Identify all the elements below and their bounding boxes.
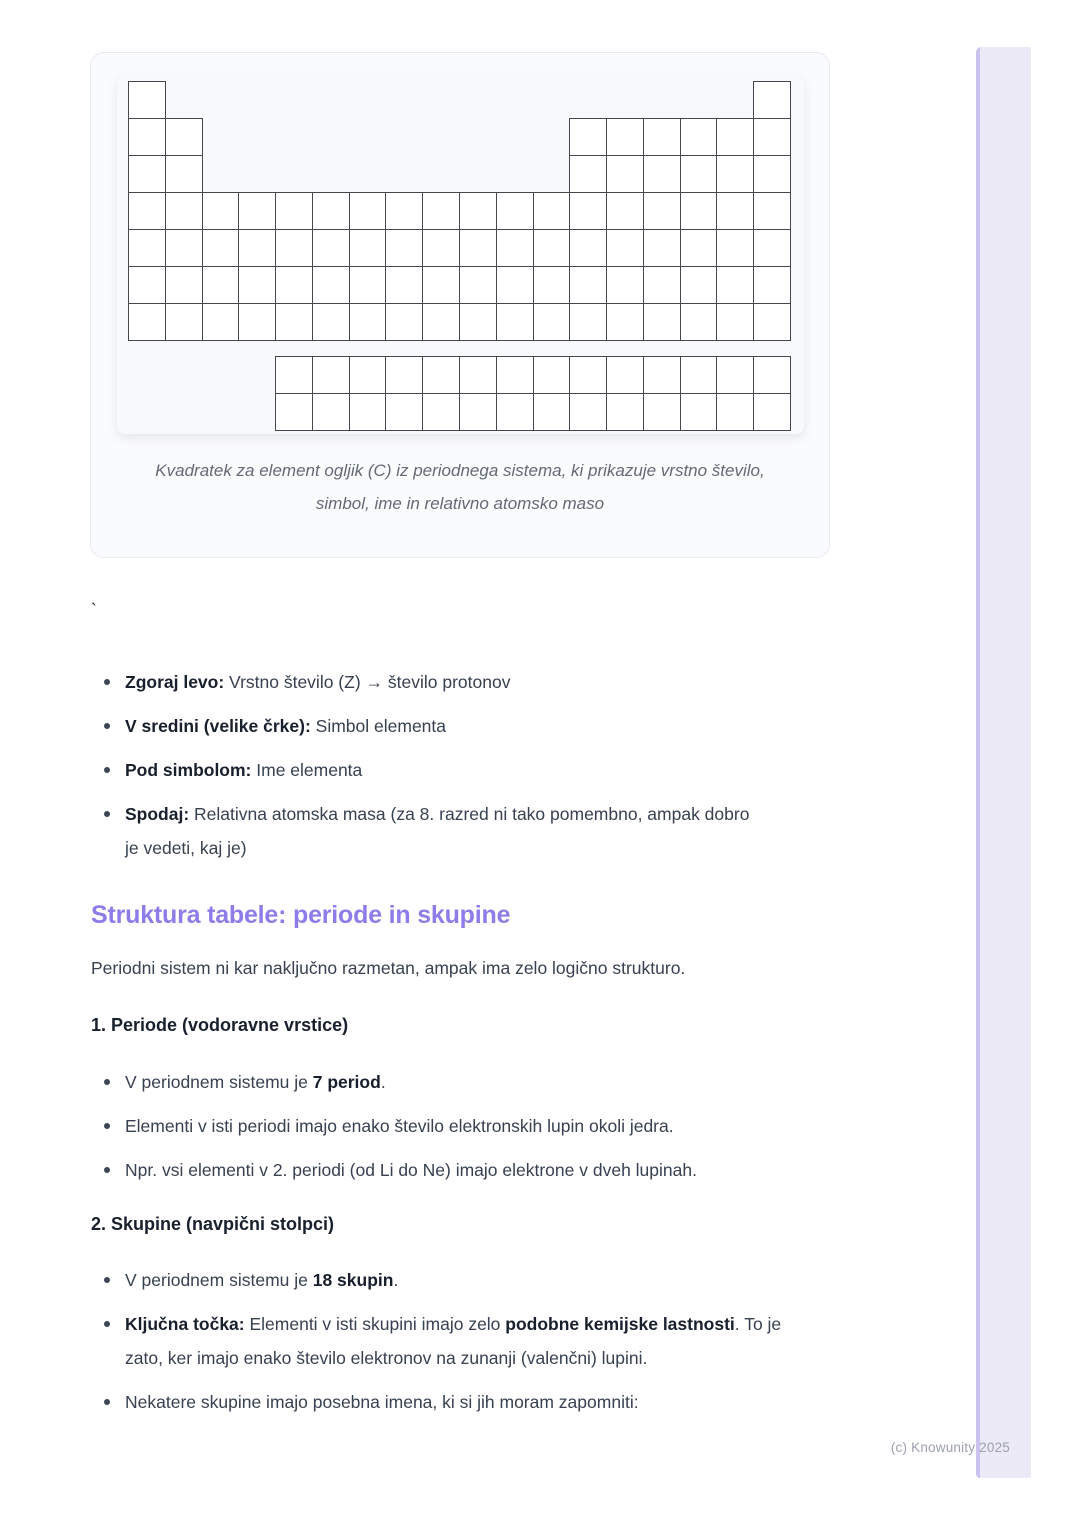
table-cell — [643, 192, 681, 230]
periodic-table-figure — [117, 75, 804, 434]
table-cell — [385, 303, 423, 341]
table-cell — [312, 192, 350, 230]
element-anatomy-list — [91, 665, 765, 875]
table-cell — [680, 155, 718, 193]
table-cell — [680, 266, 718, 304]
list-item: Spodaj: Relativna atomska masa (za 8. razred ni tako pomembno, ampak dobro je vedeti, kaj je) — [91, 797, 765, 865]
table-cell — [569, 266, 607, 304]
table-cell — [422, 356, 460, 394]
table-cell — [385, 192, 423, 230]
table-cell — [202, 192, 240, 230]
table-cell — [753, 155, 791, 193]
table-cell — [422, 303, 460, 341]
table-cell — [680, 393, 718, 431]
groups-subsection-title: 2. Skupine (navpični stolpci) — [91, 1214, 335, 1234]
table-cell — [680, 118, 718, 156]
table-cell — [753, 303, 791, 341]
table-cell — [128, 266, 166, 304]
table-cell — [680, 303, 718, 341]
table-cell — [716, 118, 754, 156]
table-cell — [533, 229, 571, 267]
table-cell — [349, 229, 387, 267]
table-cell — [496, 229, 534, 267]
table-cell — [716, 266, 754, 304]
table-cell — [312, 266, 350, 304]
table-cell — [643, 356, 681, 394]
table-cell — [165, 266, 203, 304]
table-cell — [753, 393, 791, 431]
table-cell — [606, 266, 644, 304]
list-item: Ključna točka: Elementi v isti skupini imajo zelo podobne kemijske lastnosti. To je zato, ker imajo enako število elektronov na zunanji (valenčni) lupini. — [91, 1307, 805, 1375]
table-cell — [275, 229, 313, 267]
table-cell — [349, 356, 387, 394]
table-cell — [716, 303, 754, 341]
table-cell — [349, 303, 387, 341]
table-cell — [459, 229, 497, 267]
table-cell — [128, 192, 166, 230]
table-cell — [643, 266, 681, 304]
table-cell — [459, 266, 497, 304]
table-cell — [459, 303, 497, 341]
table-cell — [275, 393, 313, 431]
table-cell — [753, 266, 791, 304]
table-cell — [275, 303, 313, 341]
table-cell — [165, 229, 203, 267]
list-item: V sredini (velike črke): Simbol elementa — [91, 709, 765, 743]
table-cell — [753, 192, 791, 230]
table-cell — [753, 356, 791, 394]
table-cell — [385, 266, 423, 304]
table-cell — [422, 266, 460, 304]
periods-list — [91, 1065, 697, 1197]
table-cell — [496, 393, 534, 431]
table-cell — [716, 192, 754, 230]
list-item: Zgoraj levo: Vrstno število (Z) → število protonov — [91, 665, 765, 699]
figure-caption: Kvadratek za element ogljik (C) iz periodnega sistema, ki prikazuje vrstno število, simbol, ime in relativno atomsko maso — [155, 461, 765, 513]
table-cell — [569, 303, 607, 341]
table-cell — [459, 192, 497, 230]
table-cell — [716, 155, 754, 193]
list-item: Pod simbolom: Ime elementa — [91, 753, 765, 787]
figure-card — [90, 52, 830, 558]
table-cell — [349, 192, 387, 230]
table-cell — [606, 192, 644, 230]
table-cell — [533, 303, 571, 341]
table-cell — [753, 81, 791, 119]
periods-subsection-title: 1. Periode (vodoravne vrstice) — [91, 1015, 349, 1035]
table-cell — [569, 192, 607, 230]
table-cell — [238, 266, 276, 304]
table-cell — [422, 192, 460, 230]
table-cell — [643, 155, 681, 193]
table-cell — [422, 393, 460, 431]
table-cell — [275, 356, 313, 394]
table-cell — [643, 393, 681, 431]
table-cell — [385, 356, 423, 394]
table-cell — [385, 229, 423, 267]
list-item: V periodnem sistemu je 18 skupin. — [91, 1263, 805, 1297]
table-cell — [606, 118, 644, 156]
table-cell — [606, 155, 644, 193]
list-item: Elementi v isti periodi imajo enako število elektronskih lupin okoli jedra. — [91, 1109, 697, 1143]
side-scroll-track[interactable] — [976, 47, 1031, 1478]
table-cell — [165, 192, 203, 230]
table-cell — [128, 229, 166, 267]
list-item: Nekatere skupine imajo posebna imena, ki si jih moram zapomniti: — [91, 1385, 805, 1419]
table-cell — [716, 229, 754, 267]
table-cell — [533, 192, 571, 230]
table-cell — [569, 393, 607, 431]
table-cell — [312, 393, 350, 431]
table-cell — [349, 393, 387, 431]
table-cell — [165, 118, 203, 156]
table-cell — [680, 356, 718, 394]
table-cell — [312, 303, 350, 341]
table-cell — [202, 303, 240, 341]
table-cell — [606, 356, 644, 394]
table-cell — [606, 229, 644, 267]
list-item: V periodnem sistemu je 7 period. — [91, 1065, 697, 1099]
table-cell — [128, 81, 166, 119]
table-cell — [238, 303, 276, 341]
table-cell — [128, 303, 166, 341]
table-cell — [275, 266, 313, 304]
table-cell — [716, 393, 754, 431]
table-cell — [202, 229, 240, 267]
section-intro: Periodni sistem ni kar naključno razmetan, ampak ima zelo logično strukturo. — [91, 958, 686, 978]
section-heading: Struktura tabele: periode in skupine — [91, 901, 511, 929]
table-cell — [643, 229, 681, 267]
table-cell — [680, 192, 718, 230]
table-cell — [312, 356, 350, 394]
table-cell — [753, 229, 791, 267]
table-cell — [533, 393, 571, 431]
table-cell — [238, 192, 276, 230]
table-cell — [569, 229, 607, 267]
table-cell — [496, 192, 534, 230]
table-cell — [533, 266, 571, 304]
table-cell — [165, 303, 203, 341]
table-cell — [496, 356, 534, 394]
table-cell — [680, 229, 718, 267]
table-cell — [459, 393, 497, 431]
copyright-text: (c) Knowunity 2025 — [890, 1440, 1010, 1455]
table-cell — [606, 393, 644, 431]
table-cell — [238, 229, 276, 267]
table-cell — [496, 266, 534, 304]
table-cell — [753, 118, 791, 156]
table-cell — [716, 356, 754, 394]
table-cell — [349, 266, 387, 304]
table-cell — [459, 356, 497, 394]
table-cell — [496, 303, 534, 341]
table-cell — [275, 192, 313, 230]
table-cell — [569, 356, 607, 394]
table-cell — [202, 266, 240, 304]
table-cell — [128, 155, 166, 193]
groups-list — [91, 1263, 805, 1429]
table-cell — [533, 356, 571, 394]
table-cell — [312, 229, 350, 267]
list-item: Npr. vsi elementi v 2. periodi (od Li do Ne) imajo elektrone v dveh lupinah. — [91, 1153, 697, 1187]
table-cell — [385, 393, 423, 431]
table-cell — [422, 229, 460, 267]
table-cell — [569, 118, 607, 156]
table-cell — [606, 303, 644, 341]
table-cell — [165, 155, 203, 193]
table-cell — [643, 118, 681, 156]
stray-backtick-text: ` — [91, 600, 97, 620]
table-cell — [569, 155, 607, 193]
table-cell — [128, 118, 166, 156]
table-cell — [643, 303, 681, 341]
